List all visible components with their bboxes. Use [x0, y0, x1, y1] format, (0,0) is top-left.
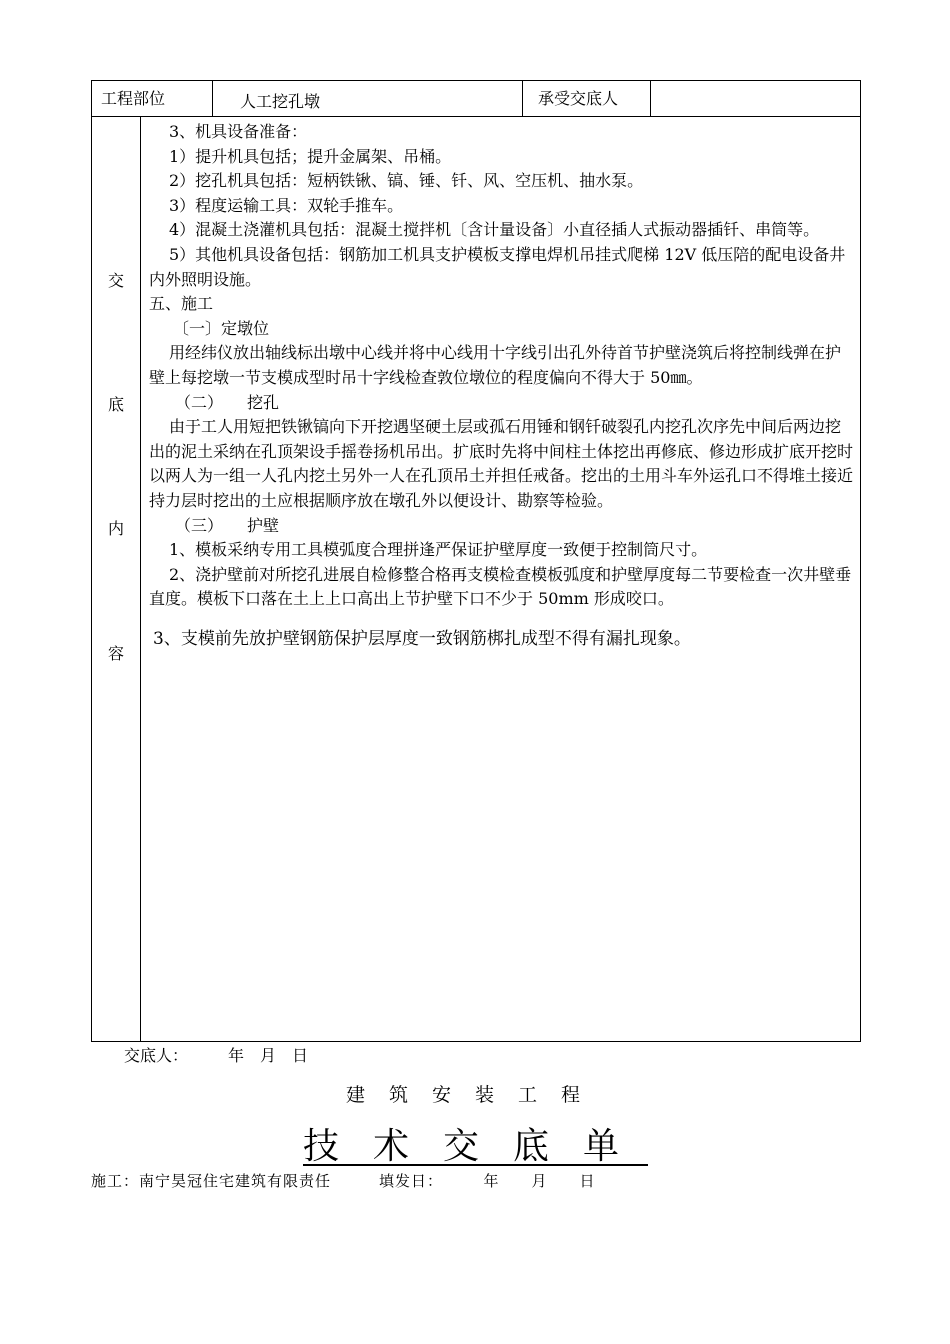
content-line: 2）挖孔机具包括：短柄铁锹、镐、锤、钎、风、空压机、抽水泵。 [169, 171, 644, 191]
content-line: 4）混凝土浇灌机具包括：混凝土搅拌机〔含计量设备〕小直径插人式振动器插钎、串筒等。 [169, 220, 820, 240]
content-line: （二） 挖孔 [175, 392, 280, 412]
content-line: 2、浇护壁前对所挖孔进展自检修整合格再支模检查模板弧度和护壁厚度每二节要检查一次井壁垂直度。模板下口落在土上上口高出上节护壁下口不少于 50mm 形成咬口。 [149, 564, 852, 609]
content-line: （三） 护壁 [175, 515, 280, 535]
side-label-di: 底 [107, 395, 124, 414]
divider [140, 116, 141, 1041]
side-label-rong: 容 [107, 644, 124, 663]
doc-title [303, 1118, 654, 1167]
side-label-nei: 内 [107, 519, 124, 538]
content-box [91, 116, 861, 1042]
part-value: 人工挖孔墩 [240, 92, 321, 111]
doc-title-text: 技术交底单 [303, 1126, 654, 1167]
content-line: 3）程度运输工具：双轮手推车。 [169, 195, 404, 215]
issuer-line: 施工：南宁昊冠住宅建筑有限责任 填发日： 年 月 日 [91, 1172, 596, 1190]
receiver-label: 承受交底人 [538, 89, 619, 108]
header-row [91, 80, 861, 117]
content-line: 1、模板采纳专用工具模弧度合理拼逢严保证护壁厚度一致便于控制筒尺寸。 [169, 540, 708, 560]
content-line: 1）提升机具包括；提升金属架、吊桶。 [169, 146, 452, 166]
divider [522, 81, 523, 116]
org-title: 建筑安装工程 [345, 1084, 604, 1106]
content-text [149, 120, 855, 651]
content-line: 五、施工 [149, 294, 214, 314]
part-label: 工程部位 [101, 89, 166, 108]
content-line: 由于工人用短把铁锹镐向下开挖遇坚硬土层或孤石用锤和钢钎破裂孔内挖孔次序先中间后两边挖出的泥土采纳在孔顶架设手摇卷扬机吊出。扩底时先将中间柱土体挖出再修底、修边形成扩底开挖时以两人为一组一人孔内挖土另外一人在孔顶吊土并担任戒备。挖出的土用斗车外运孔口不得堆土接近持力层时挖出的土应根据顺序放在墩孔外以便设计、勘察等检验。 [149, 417, 854, 510]
divider [650, 81, 651, 116]
content-line: 3、支模前先放护壁钢筋保护层厚度一致钢筋梆扎成型不得有漏扎现象。 [153, 628, 691, 649]
content-line: 3、机具设备准备： [169, 122, 308, 141]
sign-line: 交底人： 年 月 日 [124, 1046, 309, 1065]
content-line: 〔一〕定墩位 [173, 318, 270, 338]
content-line: 5）其他机具设备包括：钢筋加工机具支护模板支撑电焊机吊挂式爬梯 12V 低压陪的配电设备井内外照明设施。 [149, 244, 846, 289]
divider [212, 81, 213, 116]
side-label-jiao: 交 [107, 271, 124, 290]
content-line: 用经纬仪放出轴线标出墩中心线并将中心线用十字线引出孔外待首节护壁浇筑后将控制线弹在护壁上每挖墩一节支模成型时吊十字线检查敦位墩位的程度偏向不得大于 50㎜。 [149, 343, 842, 387]
